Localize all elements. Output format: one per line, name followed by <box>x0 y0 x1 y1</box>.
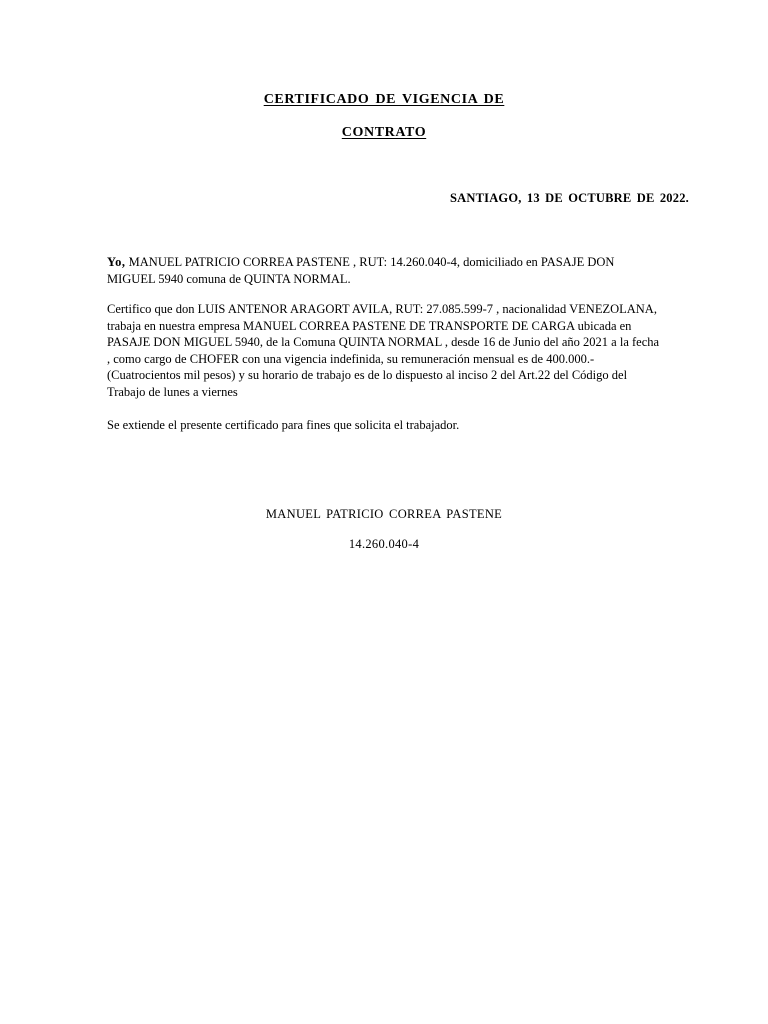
declarant-text: MANUEL PATRICIO CORREA PASTENE , RUT: 14.260.040-4, domiciliado en PASAJE DON MIGUEL 5940 comuna de QUINTA NORMAL. <box>107 255 615 286</box>
purpose-paragraph: Se extiende el presente certificado para fines que solicita el trabajador. <box>107 418 460 432</box>
date-line: SANTIAGO, 13 DE OCTUBRE DE 2022. <box>449 191 689 205</box>
document-title-line-1: CERTIFICADO DE VIGENCIA DE <box>263 92 505 107</box>
signature-name: MANUEL PATRICIO CORREA PASTENE <box>265 507 503 521</box>
certification-paragraph: Certifico que don LUIS ANTENOR ARAGORT AVILA, RUT: 27.085.599-7 , nacionalidad VENEZOLANA, trabaja en nuestra empresa MANUEL CORREA PASTENE DE TRANSPORTE DE CARGA ubicada en PASAJE DON MIGUEL 5940, de la Comuna QUINTA NORMAL , desde 16 de Junio del año 2021 a la fecha , como cargo de CHOFER con una vigencia indefinida, su remuneración mensual es de 400.000.-(Cuatrocientos mil pesos) y su horario de trabajo es de lo dispuesto al inciso 2 del Art.22 del Código del Trabajo de lunes a viernes <box>107 302 660 399</box>
declarant-lead: Yo, <box>107 255 126 269</box>
document-title-line-2: CONTRATO <box>341 125 427 140</box>
declarant-paragraph <box>107 254 663 287</box>
signature-rut: 14.260.040-4 <box>348 537 420 551</box>
